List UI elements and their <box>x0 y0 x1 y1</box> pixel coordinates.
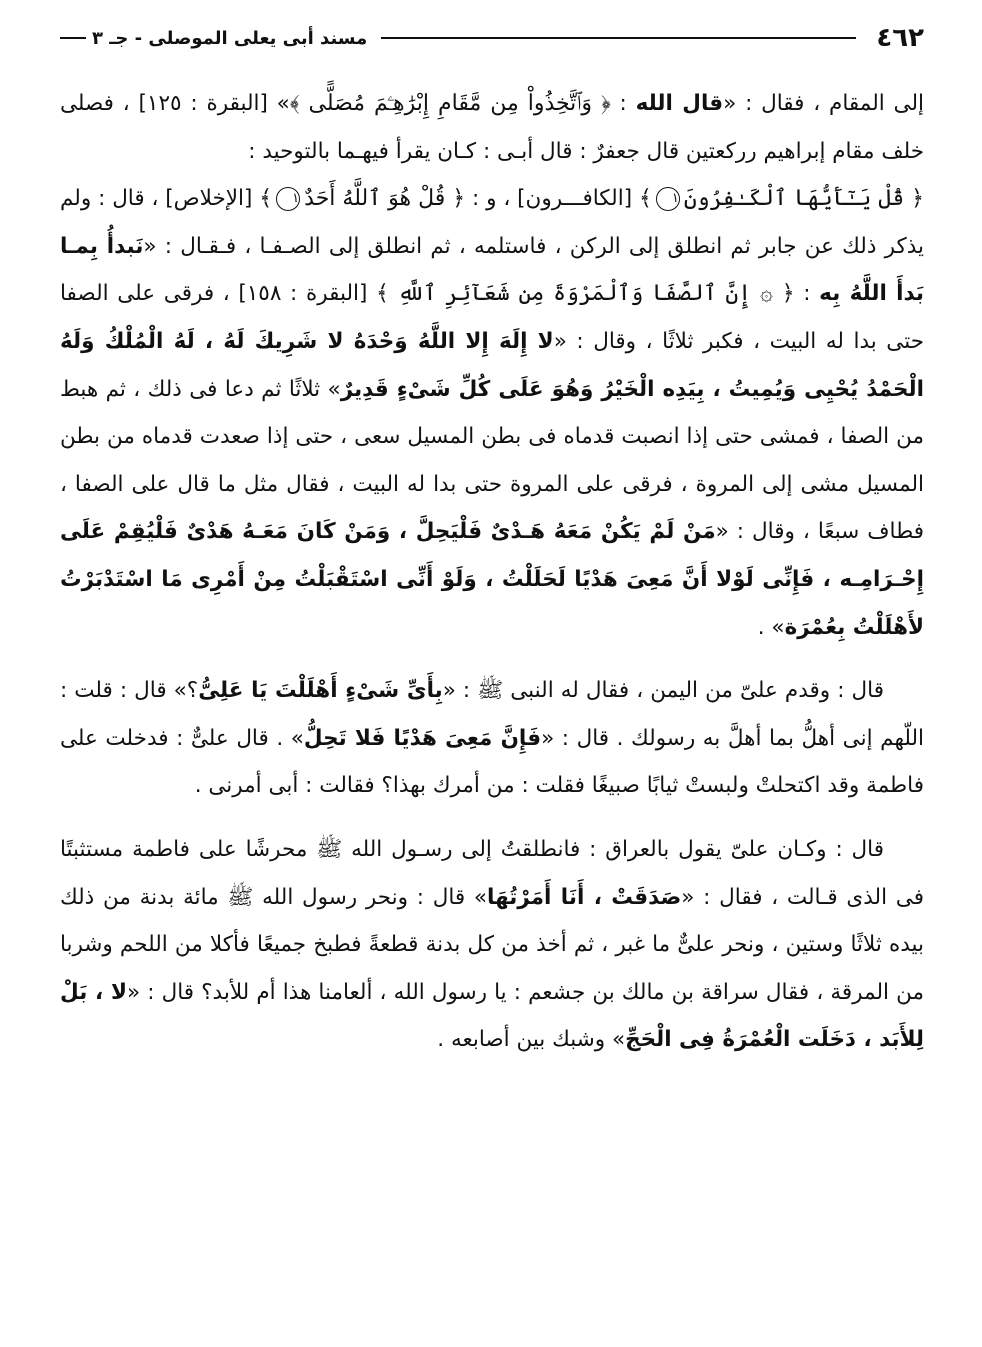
text-segment: ؟» قال : قلت : اللّهم إنى أهلُّ بما أهلَّ به رسولك . قال : « <box>60 678 924 751</box>
ayah-number-marker: ١ <box>656 187 680 211</box>
paragraph <box>60 667 924 810</box>
text-segment: » وشبك بين أصابعه . <box>437 1027 626 1053</box>
text-segment: إلى المقام ، فقال : « <box>723 91 924 116</box>
text-segment: [البقرة : ١٥٨] ، فرقى على الصفا حتى بدا له البيت ، فكبر ثلاثًا ، وقال : « <box>60 281 924 354</box>
text-segment: : <box>610 91 636 116</box>
paragraph <box>60 826 924 1064</box>
quran-verse: ﴿ ۞ إِنَّ ٱلصَّفَا وَٱلْمَرْوَةَ مِن شَعَآئِرِ ٱللَّهِ ﴾ <box>376 281 795 307</box>
text-segment: » ثلاثًا ثم دعا فى ذلك ، ثم هبط من الصفا ، فمشى حتى إذا انصبت قدماه فى بطن المسيل سعى ، حتى إذا صعدت قدماه من بطن المسيل مشى إلى المروة ، فرقى على المروة حتى بدا له البيت ، فقال مثل ما قال على الصفا ، فطاف سبعًا ، وقال : « <box>60 376 924 545</box>
hadith-quote: لا إِلَهَ إِلا اللَّهُ وَحْدَهُ لا شَرِيكَ لَهُ ، لَهُ الْمُلْكُ وَلَهُ الْحَمْدُ يُحْيِى وَيُمِيتُ ، بِيَدِه الْخَيْرُ وَهُوَ عَلَى كُلِّ شَىْءٍ قَدِيرٌ <box>60 328 924 402</box>
text-segment: : <box>794 281 820 307</box>
quran-verse: ﴾ <box>638 186 652 212</box>
hadith-quote: صَدَقَتْ ، أَنَا أَمَرْتُهَا <box>487 884 682 910</box>
quran-verse: ﴿ قُلْ هُوَ ٱللَّهُ أَحَدٌ <box>304 186 466 212</box>
running-header <box>60 18 924 58</box>
header-rule <box>381 37 856 39</box>
hadith-quote: قال الله <box>635 91 724 116</box>
quran-verse: ﴿ وَٱتَّخِذُواْ مِن مَّقَامِ إِبْرَٰهِـۧمَ مُصَلًّى ﴾ <box>289 91 611 116</box>
text-segment: [الإخلاص] ، قال : ولم يذكر ذلك عن جابر ثم انطلق إلى الركن ، فاستلمه ، ثم انطلق إلى الصـفـا ، فـقـال : « <box>60 186 924 259</box>
hadith-quote: فَإِنَّ مَعِىَ هَدْيًا فَلا تَحِلُّ <box>303 725 542 751</box>
text-segment: قال : وقدم علىّ من اليمن ، فقال له النبى ﷺ : « <box>442 678 884 704</box>
hadith-quote: مَنْ لَمْ يَكُنْ مَعَهُ هَـدْىٌ فَلْيَحِلَّ ، وَمَنْ كَانَ مَعَـهُ هَدْىٌ فَلْيُقِمْ عَلَى إِحْـرَامِـه ، فَإِنِّى لَوْلا أَنَّ مَعِىَ هَدْيًا لَحَلَلْتُ ، وَلَوْ أَنِّى اسْتَقْبَلْتُ مِنْ أَمْرِى مَا اسْتَدْبَرْتُ لأَهْلَلْتُ بِعُمْرَة <box>60 519 924 640</box>
book-title: مسند أبى يعلى الموصلى - جـ ٣ <box>92 27 368 49</box>
text-segment: » [البقرة : ١٢٥] ، فصلى خلف مقام إبراهيم رركعتين قال جعفرٌ : قال أبـى : كـان يقرأ فيهـما بالتوحيد : <box>60 91 924 164</box>
book-page <box>60 18 924 1328</box>
paragraph <box>60 175 924 651</box>
hadith-quote: لا ، بَلْ لِلأَبَد ، دَخَلَت الْعُمْرَةُ فِى الْحَجِّ <box>60 979 924 1053</box>
text-body <box>60 80 924 1064</box>
text-segment: [الكافـــرون] ، و : <box>465 186 639 212</box>
hadith-quote: بِأَىِّ شَىْءٍ أَهْلَلْتَ يَا عَلِىُّ <box>198 678 443 704</box>
header-dash <box>60 37 86 39</box>
page-number: ٤٦٢ <box>876 23 924 53</box>
text-segment: » قال : ونحر رسول الله ﷺ مائة بدنة من ذلك بيده ثلاثًا وستين ، ونحر علىٌّ ما غبر ، ثم أخذ من كل بدنة قطعةً فطبخ جميعًا فأكلا من اللحم وشربا من المرقة ، فقال سراقة بن مالك بن جشعم : يا رسول الله ، ألعامنا هذا أم للأبد؟ قال : « <box>60 884 924 1005</box>
ayah-number-marker: ١ <box>276 187 300 211</box>
quran-verse: ﴾ <box>259 186 273 212</box>
text-segment: » . قال علىٌّ : فدخلت على فاطمة وقد اكتحلتْ ولبستْ ثيابًا صبيغًا فقلت : من أمرك بهذا؟ فقالت : أبى أمرنى . <box>60 725 924 799</box>
text-segment: قال : وكـان علىّ يقول بالعراق : فانطلقتُ إلى رسـول الله ﷺ محرشًا على فاطمة مستثبتًا فى الذى قـالت ، فقال : « <box>60 836 924 910</box>
quran-verse: ﴿ قُلْ يَـٰٓأَيُّهَا ٱلْكَـٰفِرُونَ <box>683 186 925 212</box>
text-segment: » . <box>757 614 785 640</box>
paragraph <box>60 80 924 175</box>
hadith-quote: نَبدأُ بِمـا بَدأَ اللَّهُ بِه <box>60 233 924 307</box>
